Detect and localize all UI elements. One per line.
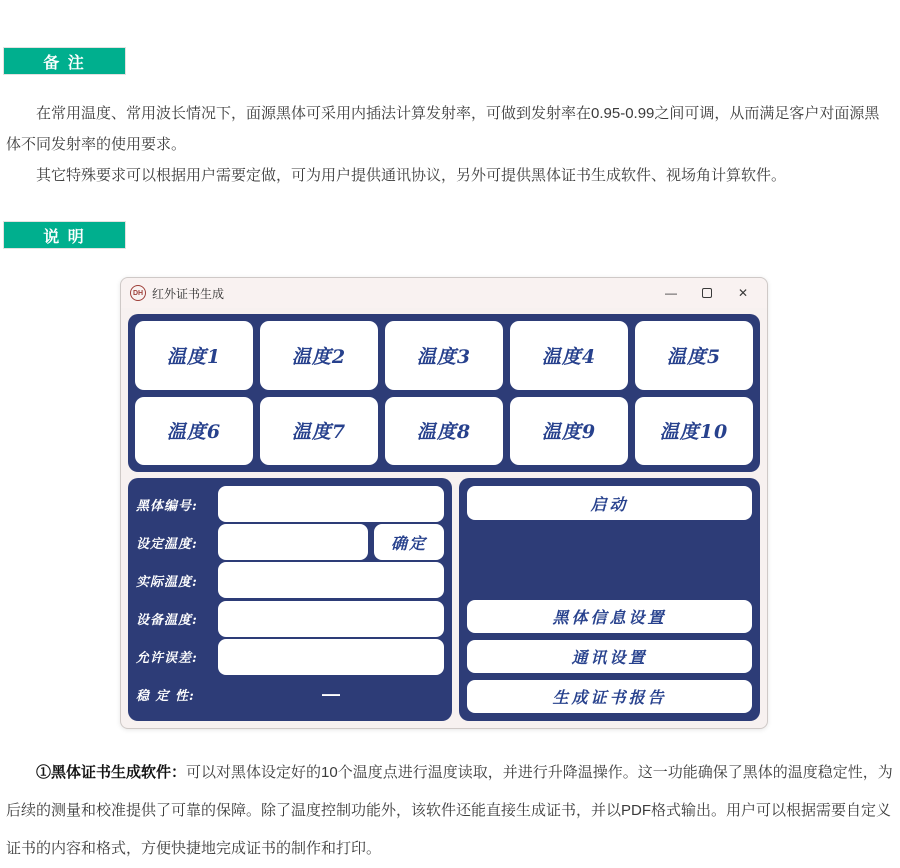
temperature-button-panel xyxy=(128,314,760,472)
confirm-button[interactable]: 确定 xyxy=(374,524,444,560)
close-icon[interactable]: ✕ xyxy=(737,286,749,300)
generate-report-button[interactable]: 生成证书报告 xyxy=(467,680,752,713)
temp-button-6[interactable]: 温度6 xyxy=(135,397,253,466)
temp-button-10[interactable]: 温度10 xyxy=(635,397,753,466)
blackbody-id-label: 黑体编号: xyxy=(136,498,198,514)
set-temperature-input[interactable] xyxy=(218,524,368,560)
comm-settings-button[interactable]: 通讯设置 xyxy=(467,640,752,673)
actual-temperature-label: 实际温度: xyxy=(136,574,198,590)
blackbody-id-input[interactable] xyxy=(218,486,444,522)
app-window xyxy=(120,277,768,729)
field-row-blackbody-id xyxy=(136,486,444,522)
blackbody-info-settings-button[interactable]: 黑体信息设置 xyxy=(467,600,752,633)
window-content xyxy=(121,308,767,728)
temp-button-5[interactable]: 温度5 xyxy=(635,321,753,390)
remark-paragraph-2: 其它特殊要求可以根据用户需要定做，可为用户提供通讯协议，另外可提供黑体证书生成软件、视场角计算软件。 xyxy=(36,167,787,184)
start-button[interactable]: 启动 xyxy=(467,486,752,520)
stability-label: 稳 定 性: xyxy=(136,689,195,705)
tolerance-input[interactable] xyxy=(218,639,444,675)
software-note-paragraph xyxy=(6,754,894,868)
software-note-lead: ①黑体证书生成软件： xyxy=(36,764,187,781)
temp-button-2[interactable]: 温度2 xyxy=(260,321,378,390)
set-temperature-label: 设定温度: xyxy=(136,536,198,552)
field-row-actual-temperature xyxy=(136,562,444,598)
lower-panels xyxy=(128,478,760,721)
app-logo-icon: DH xyxy=(130,285,146,301)
remark-text-block xyxy=(6,98,894,191)
field-row-set-temperature xyxy=(136,524,444,560)
device-temperature-label: 设备温度: xyxy=(136,613,198,629)
action-panel-spacer xyxy=(467,520,752,600)
field-row-stability xyxy=(136,677,444,713)
device-temperature-input[interactable] xyxy=(218,601,444,637)
titlebar xyxy=(121,278,767,308)
field-row-tolerance xyxy=(136,639,444,675)
temp-button-9[interactable]: 温度9 xyxy=(510,397,628,466)
temp-button-8[interactable]: 温度8 xyxy=(385,397,503,466)
temp-button-4[interactable]: 温度4 xyxy=(510,321,628,390)
window-controls xyxy=(653,279,761,307)
section-badge-remark: 备 注 xyxy=(3,47,126,75)
maximize-box-glyph xyxy=(702,288,712,298)
maximize-icon[interactable] xyxy=(689,279,725,307)
minimize-icon[interactable]: — xyxy=(665,286,677,300)
temp-button-1[interactable]: 温度1 xyxy=(135,321,253,390)
field-row-device-temperature xyxy=(136,601,444,637)
tolerance-label: 允许误差: xyxy=(136,651,198,667)
temp-button-3[interactable]: 温度3 xyxy=(385,321,503,390)
stability-value: — xyxy=(322,684,340,705)
temp-button-7[interactable]: 温度7 xyxy=(260,397,378,466)
section-badge-explanation: 说 明 xyxy=(3,221,126,249)
software-note-body: 可以对黑体设定好的10个温度点进行温度读取，并进行升降温操作。这一功能确保了黑体的温度稳定性，为后续的测量和校准提供了可靠的保障。除了温度控制功能外，该软件还能直接生成证书，并以PDF格式输出。用户可以根据需要自定义证书的内容和格式，方便快捷地完成证书的制作和打印。 xyxy=(6,764,893,857)
actual-temperature-input[interactable] xyxy=(218,562,444,598)
field-panel xyxy=(128,478,452,721)
action-panel xyxy=(459,478,760,721)
remark-paragraph-1: 在常用温度、常用波长情况下，面源黑体可采用内插法计算发射率，可做到发射率在0.95-0.99之间可调，从而满足客户对面源黑体不同发射率的使用要求。 xyxy=(6,105,880,153)
window-title: 红外证书生成 xyxy=(152,286,225,301)
